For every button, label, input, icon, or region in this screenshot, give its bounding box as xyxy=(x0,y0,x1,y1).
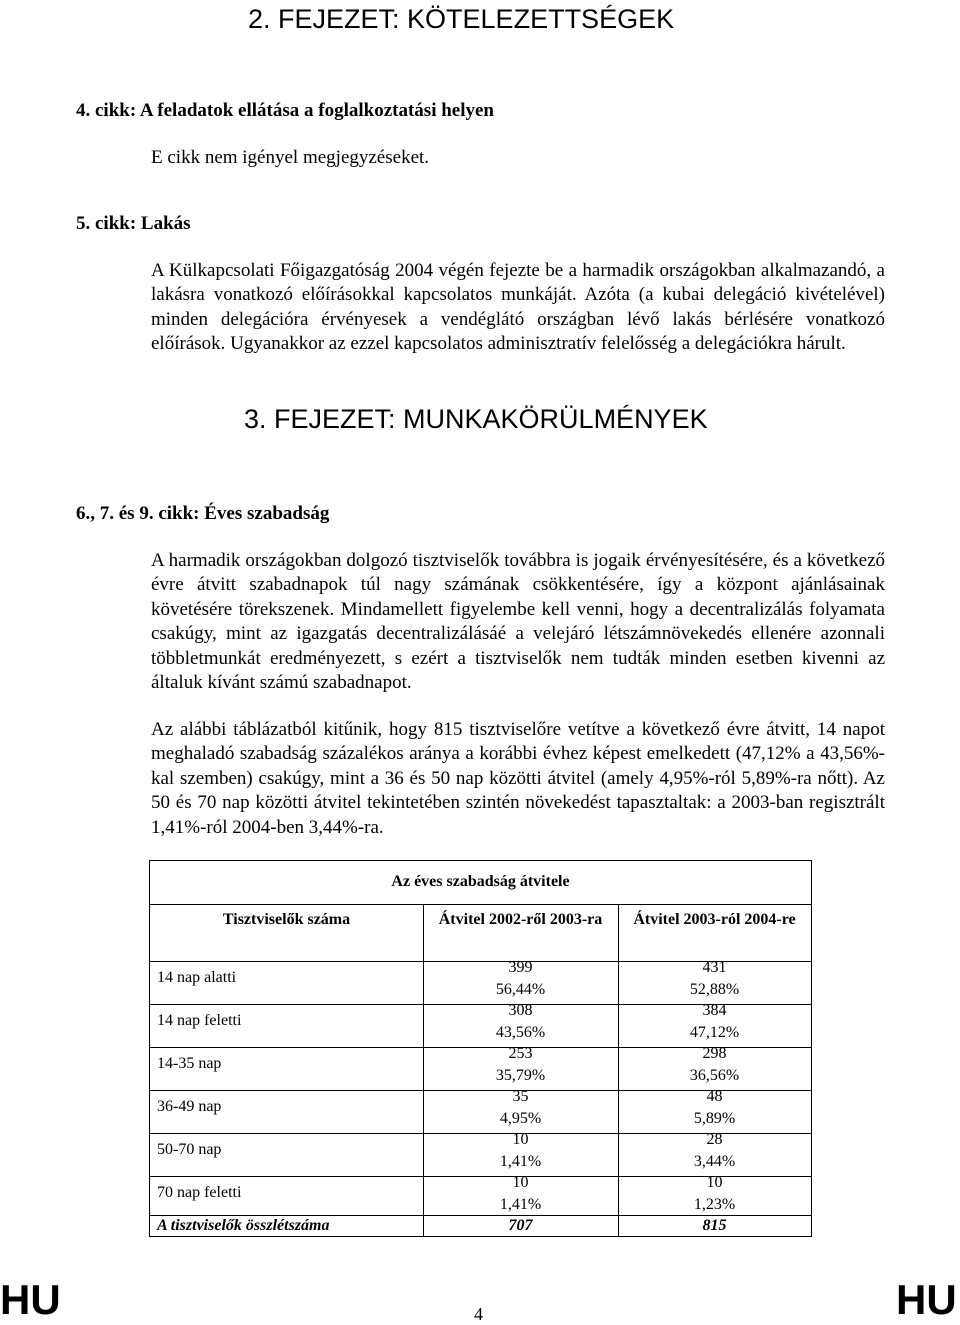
chapter-3-title: 3. FEJEZET: MUNKAKÖRÜLMÉNYEK xyxy=(244,404,708,434)
row-pct-2003: 4,95% xyxy=(499,1110,542,1127)
header-staff: Tisztviselők száma xyxy=(222,911,351,928)
row-count-2004: 10 xyxy=(706,1174,723,1191)
row-label: 36-49 nap xyxy=(157,1098,222,1115)
header-2003-2004: Átvitel 2003-ról 2004-re xyxy=(633,911,796,928)
leave-paragraph-2: Az alábbi táblázatból kitűnik, hogy 815 tisztviselőre vetítve a következő évre átvitt, 14 napot meghaladó szabadság százalékos aránya a korábbi évhez képest emelkedett (47,12% a 43,56%-kal szemben) csakúgy, mint a 36 és 50 nap közötti átvitel (amely 4,95%-ról 5,89%-ra nőtt). Az 50 és 70 nap közötti átvitel tekintetében szintén növekedést tapasztaltak: a 2003-ban regisztrált 1,41%-ról 2004-ben 3,44%-ra. xyxy=(151,719,885,838)
row-count-2003: 35 xyxy=(512,1088,529,1105)
row-pct-2003: 1,41% xyxy=(499,1153,542,1170)
row-label: 14 nap feletti xyxy=(157,1012,242,1029)
row-pct-2004: 47,12% xyxy=(689,1024,740,1041)
row-label: 50-70 nap xyxy=(157,1141,222,1158)
footer-language-left: HU xyxy=(0,1276,61,1323)
header-2002-2003: Átvitel 2002-ről 2003-ra xyxy=(438,911,603,928)
row-label: 14-35 nap xyxy=(157,1055,222,1072)
row-count-2004: 384 xyxy=(702,1002,727,1019)
row-count-2003: 10 xyxy=(512,1174,529,1191)
article-6-7-9-title: 6., 7. és 9. cikk: Éves szabadság xyxy=(76,503,330,524)
total-label: A tisztviselők összlétszáma xyxy=(157,1217,330,1234)
row-pct-2003: 35,79% xyxy=(495,1067,546,1084)
row-count-2004: 431 xyxy=(702,959,727,976)
row-count-2004: 48 xyxy=(706,1088,723,1105)
row-pct-2003: 1,41% xyxy=(499,1196,542,1213)
article-5-title: 5. cikk: Lakás xyxy=(76,213,191,234)
row-pct-2004: 36,56% xyxy=(689,1067,740,1084)
row-pct-2003: 43,56% xyxy=(495,1024,546,1041)
row-pct-2003: 56,44% xyxy=(495,981,546,998)
chapter-2-title: 2. FEJEZET: KÖTELEZETTSÉGEK xyxy=(248,4,675,34)
row-count-2004: 298 xyxy=(702,1045,727,1062)
row-pct-2004: 3,44% xyxy=(693,1153,736,1170)
row-count-2003: 10 xyxy=(512,1131,529,1148)
leave-carryover-table xyxy=(149,860,812,1237)
page-number: 4 xyxy=(474,1304,483,1324)
row-count-2004: 28 xyxy=(706,1131,723,1148)
total-2004: 815 xyxy=(702,1217,727,1234)
row-label: 70 nap feletti xyxy=(157,1184,242,1201)
row-pct-2004: 1,23% xyxy=(693,1196,736,1213)
row-count-2003: 308 xyxy=(508,1002,533,1019)
row-count-2003: 253 xyxy=(508,1045,533,1062)
leave-paragraph-1: A harmadik országokban dolgozó tisztviselők továbbra is jogaik érvényesítésére, és a következő évre átvitt szabadnapok túl nagy számának csökkentésére, így a központ ajánlásainak követésére törekszenek. Mindamellett figyelembe kell venni, hogy a decentralizálás folyamata csakúgy, mint az igazgatás decentralizálásáé a velejáró létszámnövekedés ellenére azonnali többletmunkát eredményezett, s ezért a tisztviselők nem tudták minden esetben kivenni az általuk kívánt számú szabadnapot. xyxy=(151,550,885,694)
row-label: 14 nap alatti xyxy=(157,969,237,986)
footer-language-right: HU xyxy=(896,1276,957,1323)
row-count-2003: 399 xyxy=(508,959,533,976)
row-pct-2004: 5,89% xyxy=(693,1110,736,1127)
total-2003: 707 xyxy=(508,1217,533,1234)
article-4-text: E cikk nem igényel megjegyzéseket. xyxy=(151,147,430,168)
article-5-text: A Külkapcsolati Főigazgatóság 2004 végén fejezte be a harmadik országokban alkalmazandó, a lakásra vonatkozó előírásokkal kapcsolatos munkáját. Azóta (a kubai delegáció kivételével) minden delegációra érvényesek a vendéglátó országban lévő lakás bérlésére vonatkozó előírások. Ugyanakkor az ezzel kapcsolatos adminisztratív felelősség a delegációkra hárult. xyxy=(151,260,885,355)
row-pct-2004: 52,88% xyxy=(689,981,740,998)
table-title: Az éves szabadság átvitele xyxy=(391,873,570,890)
article-4-title: 4. cikk: A feladatok ellátása a foglalkoztatási helyen xyxy=(76,100,494,121)
